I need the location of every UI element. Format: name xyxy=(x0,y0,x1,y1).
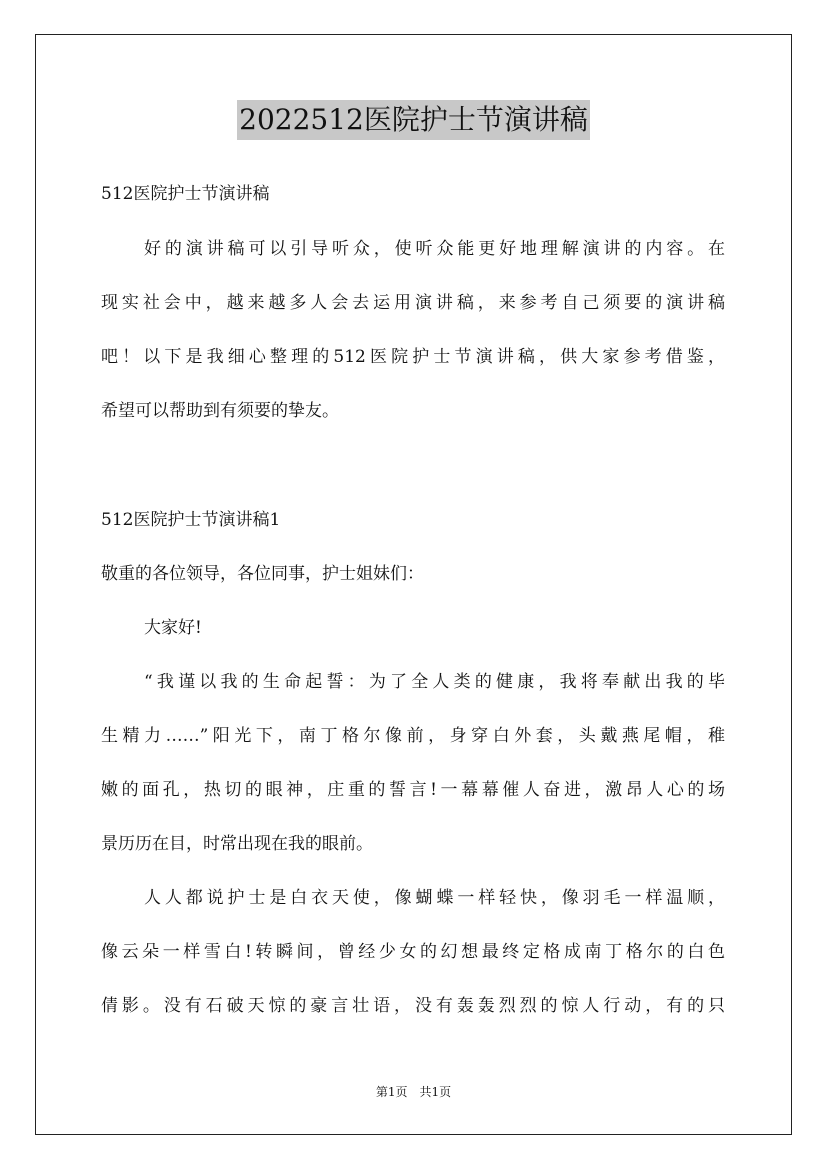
section-heading: 512医院护士节演讲稿1 xyxy=(101,510,281,530)
subtitle: 512医院护士节演讲稿 xyxy=(101,184,270,204)
greeting: 大家好! xyxy=(144,618,202,638)
paragraph-line: 生精力……”阳光下，南丁格尔像前，身穿白外套，头戴燕尾帽，稚 xyxy=(101,726,725,746)
intro-line: 希望可以帮助到有须要的挚友。 xyxy=(101,401,339,421)
paragraph-line: 倩影。没有石破天惊的豪言壮语，没有轰轰烈烈的惊人行动，有的只 xyxy=(101,996,725,1016)
page-number: 第1页 共1页 xyxy=(375,1085,452,1099)
document-title: 2022512医院护士节演讲稿 xyxy=(237,100,590,140)
intro-line: 好的演讲稿可以引导听众，使听众能更好地理解演讲的内容。在 xyxy=(144,239,725,259)
paragraph-line: 嫩的面孔，热切的眼神，庄重的誓言!一幕幕催人奋进，激昂人心的场 xyxy=(101,780,725,800)
intro-line: 现实社会中，越来越多人会去运用演讲稿，来参考自己须要的演讲稿 xyxy=(101,293,725,313)
paragraph-line: 像云朵一样雪白!转瞬间，曾经少女的幻想最终定格成南丁格尔的白色 xyxy=(101,942,725,962)
intro-line: 吧！以下是我细心整理的512医院护士节演讲稿，供大家参考借鉴， xyxy=(101,347,725,367)
paragraph-line: “我谨以我的生命起誓：为了全人类的健康，我将奉献出我的毕 xyxy=(144,672,725,692)
title-container xyxy=(0,100,827,140)
paragraph-line: 人人都说护士是白衣天使，像蝴蝶一样轻快，像羽毛一样温顺， xyxy=(144,888,725,908)
salutation: 敬重的各位领导，各位同事，护士姐妹们： xyxy=(101,564,424,584)
paragraph-line: 景历历在目，时常出现在我的眼前。 xyxy=(101,834,373,854)
